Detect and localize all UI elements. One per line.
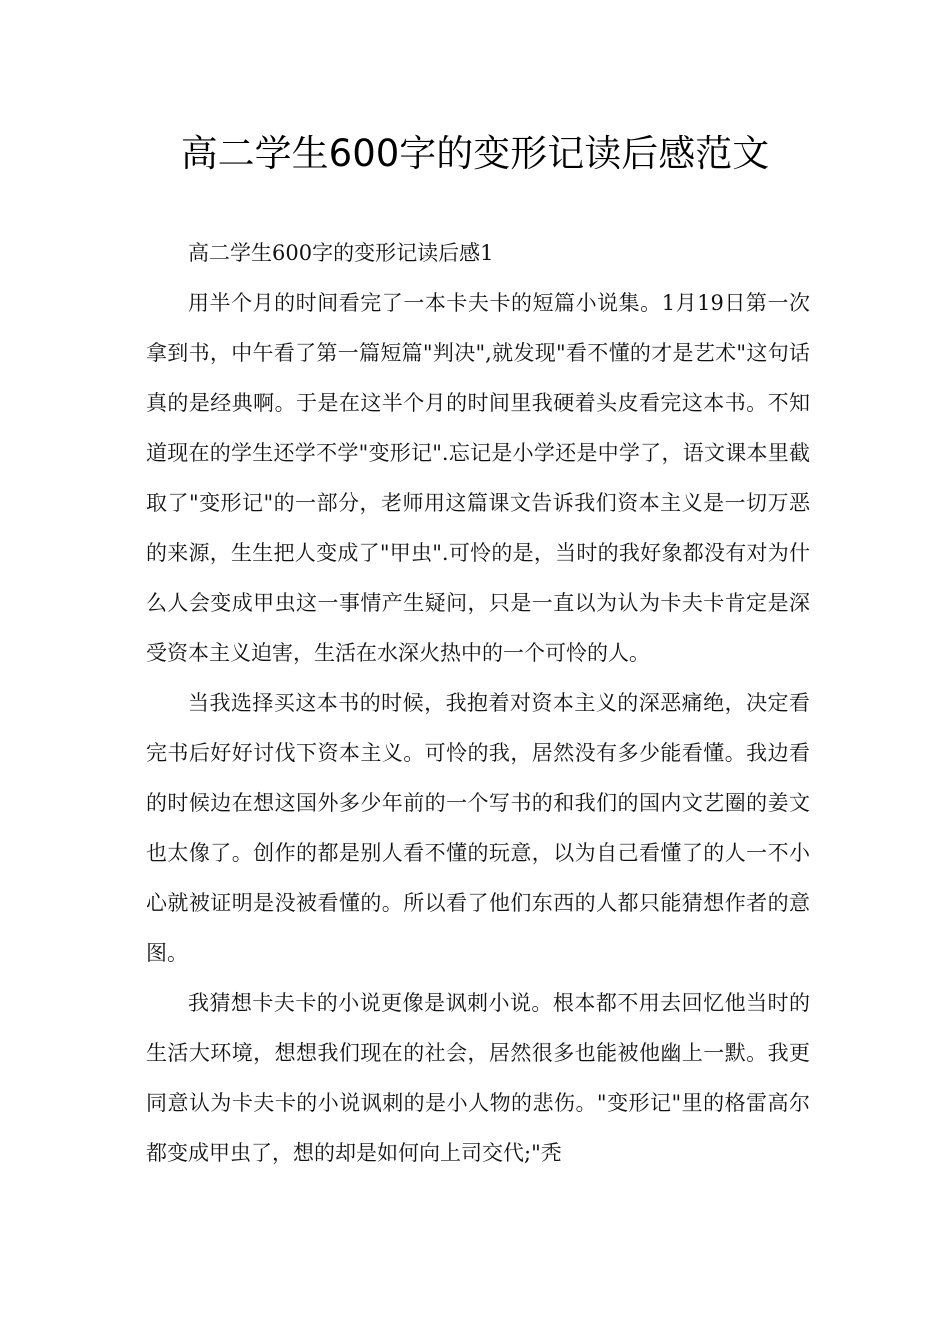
subtitle-paragraph: 高二学生600字的变形记读后感1 (188, 241, 494, 265)
body-paragraph: 我猜想卡夫卡的小说更像是讽刺小说。根本都不用去回忆他当时的生活大环境，想想我们现在的社会，居然很多也能被他幽上一默。我更同意认为卡夫卡的小说讽刺的是小人物的悲伤。"变形记"里的格雷高尔都变成甲虫了，想的却是如何向上司交代;"秃 (146, 991, 810, 1165)
document-title: 高二学生600字的变形记读后感范文 (180, 132, 770, 175)
body-paragraph: 用半个月的时间看完了一本卡夫卡的短篇小说集。1月19日第一次拿到书，中午看了第一篇短篇"判决",就发现"看不懂的才是艺术"这句话真的是经典啊。于是在这半个月的时间里我硬着头皮看完这本书。不知道现在的学生还学不学"变形记".忘记是小学还是中学了，语文课本里截取了"变形记"的一部分，老师用这篇课文告诉我们资本主义是一切万恶的来源，生生把人变成了"甲虫".可怜的是，当时的我好象都没有对为什么人会变成甲虫这一事情产生疑问，只是一直以为认为卡夫卡肯定是深受资本主义迫害，生活在水深火热中的一个可怜的人。 (146, 291, 810, 665)
body-paragraph: 当我选择买这本书的时候，我抱着对资本主义的深恶痛绝，决定看完书后好好讨伐下资本主义。可怜的我，居然没有多少能看懂。我边看的时候边在想这国外多少年前的一个写书的和我们的国内文艺圈的姜文也太像了。创作的都是别人看不懂的玩意，以为自己看懂了的人一不小心就被证明是没被看懂的。所以看了他们东西的人都只能猜想作者的意图。 (146, 691, 810, 965)
document-body (146, 228, 810, 1178)
